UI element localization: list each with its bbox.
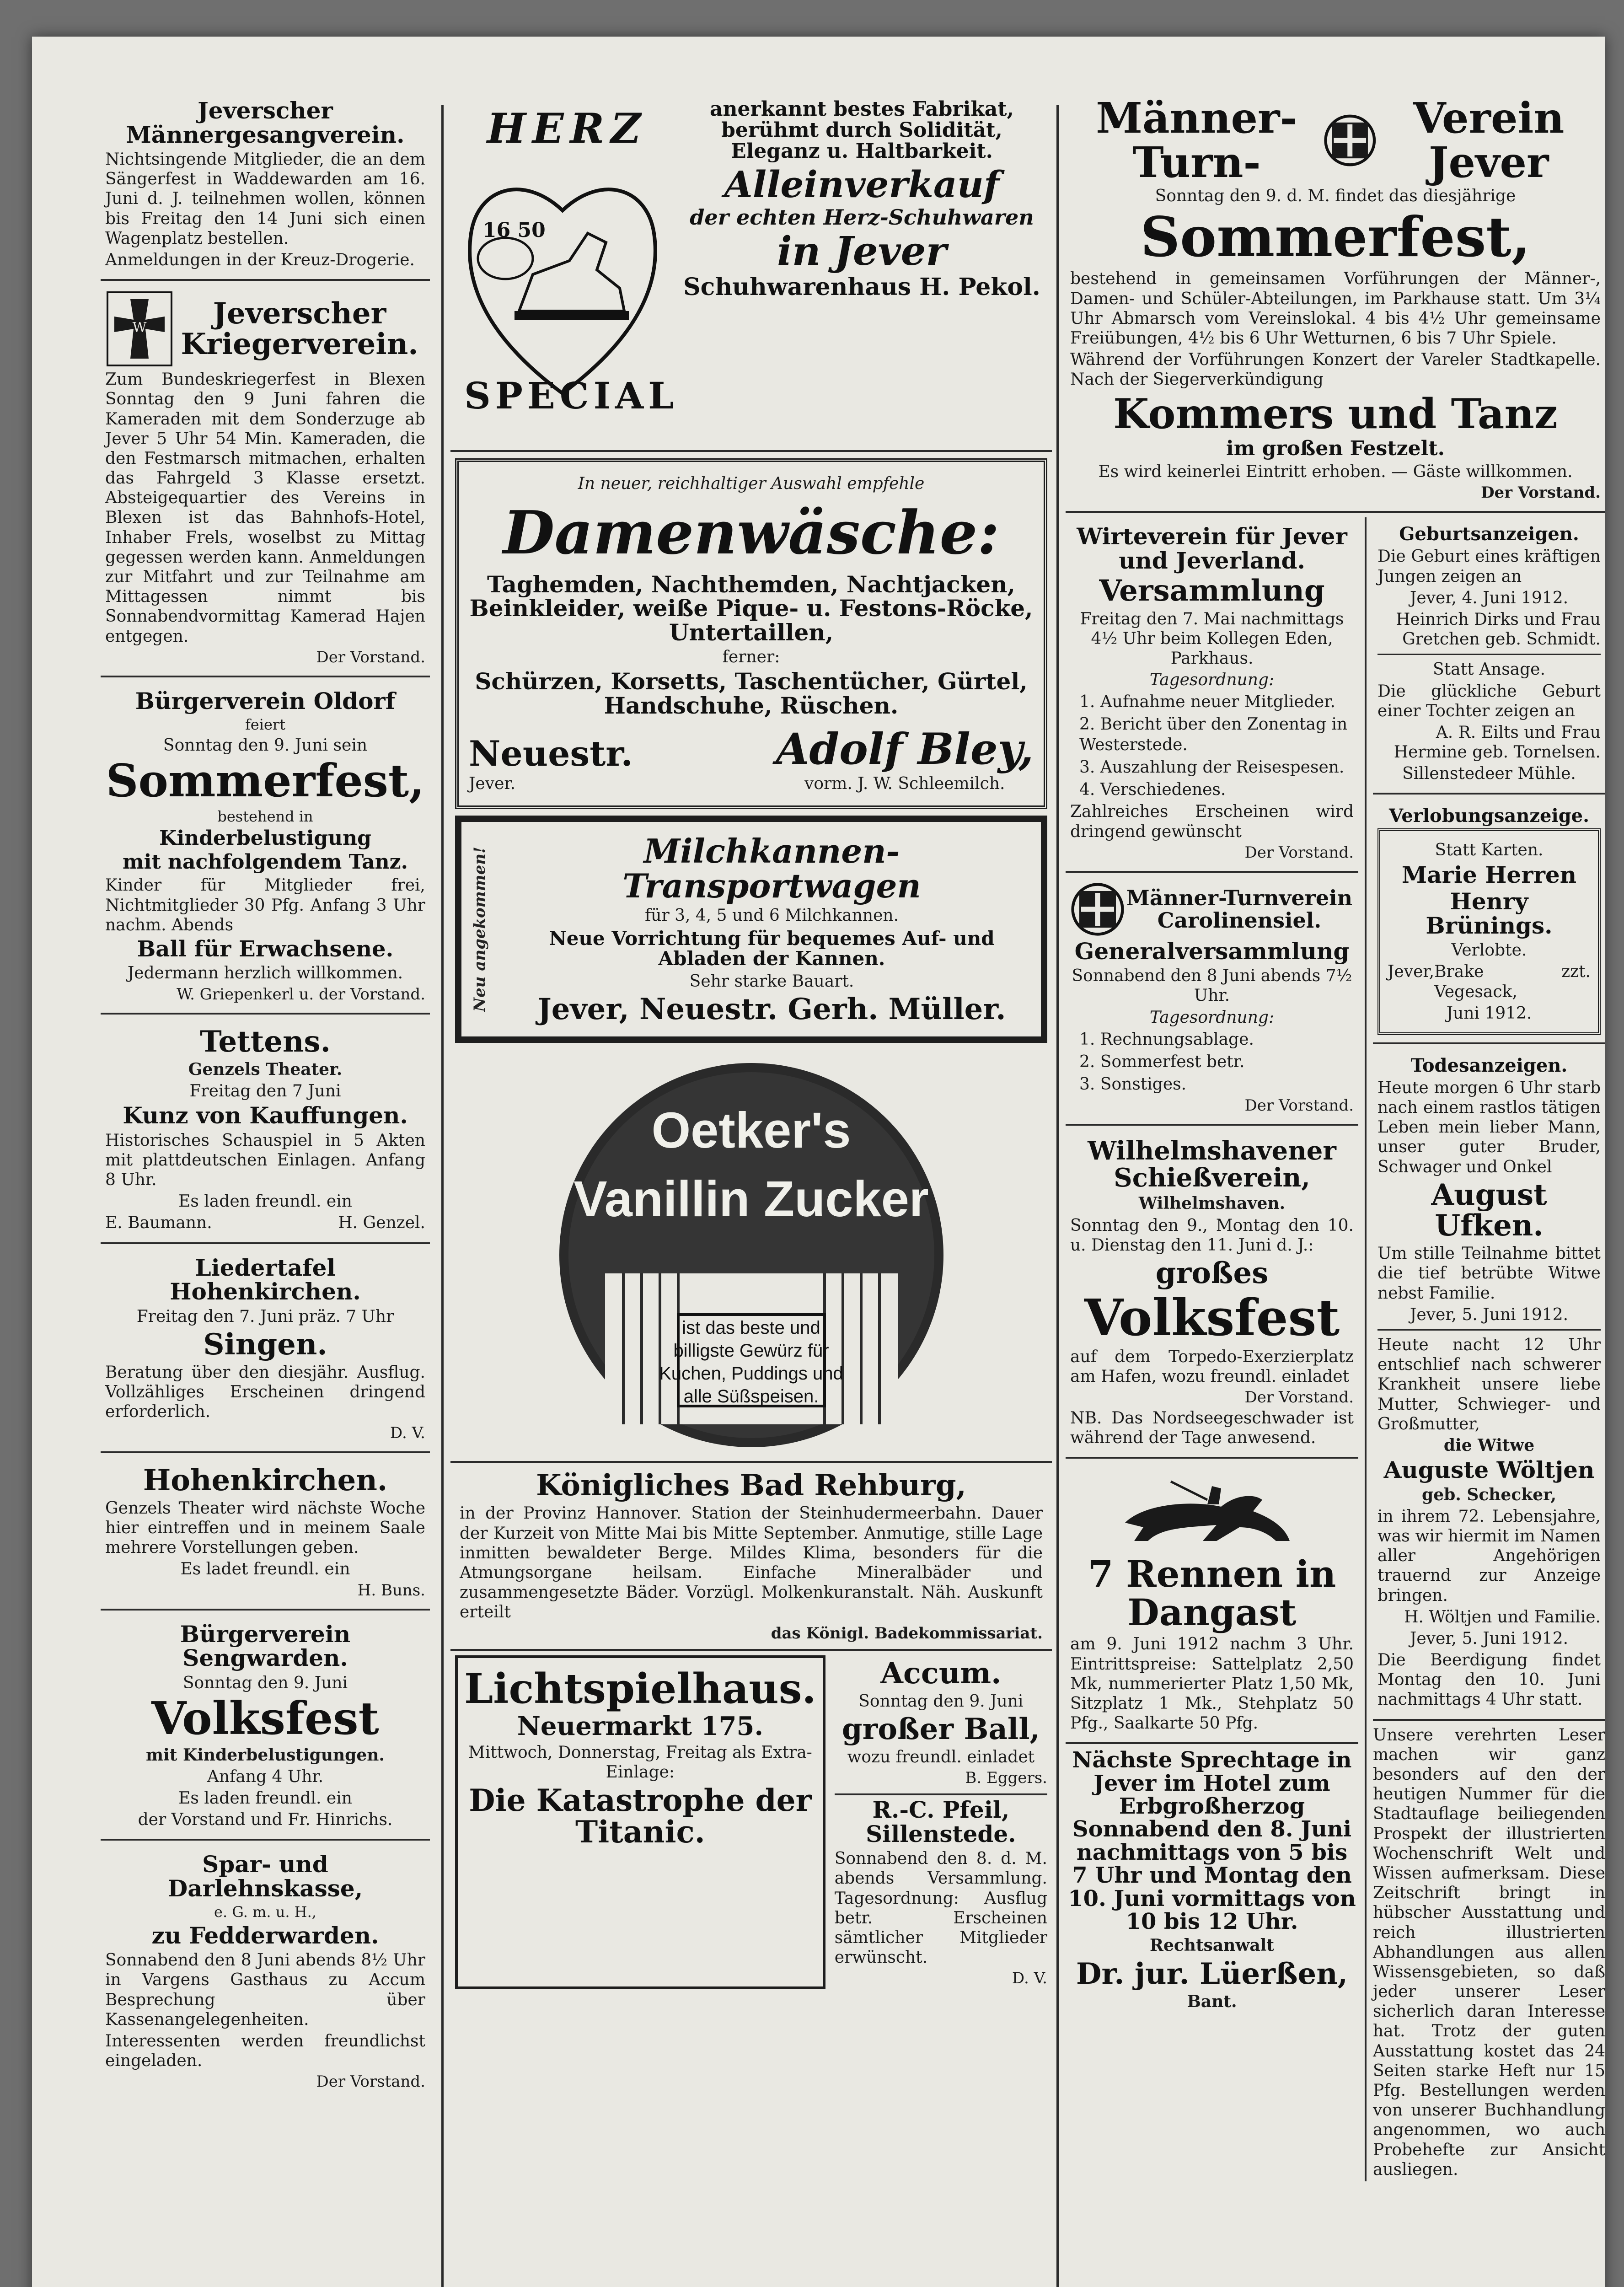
heading: Jeverscher Männergesangverein.	[126, 97, 405, 148]
turner-cross-emblem-icon	[1323, 106, 1377, 175]
notice-geburt: Geburtsanzeigen. Die Geburt eines kräftigen Jungen zeigen an Jever, 4. Juni 1912. Heinrich Dirks und Frau Gretchen geb. Schmidt. Statt Ansage. Die glückliche Geburt einer Tochter zeigen an A. R. Eilts und Frau Hermine geb. Tornelsen. Sillenstedeer Mühle.	[1373, 517, 1605, 795]
ad-maenner-turnverein-jever: Männer-Turn- Verein Jever Sonntag den 9. d. M. findet das diesjährige Sommerfest, bestehend in gemeinsamen Vorführungen der Männer-, Damen- und Schüler-Abteilungen, im Parkhause statt. Um 3¼ Uhr Abmarsch vom Vereinslokal. 4 bis 4½ Uhr gemeinsame Freiübungen, 4½ bis 6 Uhr Wetturnen, 6 bis 7 Uhr Spiele. Während der Vorführungen Konzert der Vareler Stadtkapelle. Nach der Siegerverkündigung Kommers und Tanz im großen Festzelt. Es wird keinerlei Eintritt erhoben. — Gäste willkommen. Der Vorstand.	[1066, 91, 1605, 513]
ad-lichtspielhaus: Lichtspielhaus. Neuermarkt 175. Mittwoch, Donnerstag, Freitag als Extra-Einlage: Die Katastrophe der Titanic.	[455, 1655, 825, 1990]
column-rule	[1056, 105, 1059, 2287]
iron-cross-icon	[105, 290, 174, 368]
ad-rechtsanwalt: Nächste Sprechtage in Jever im Hotel zum Erbgroßherzog Sonnabend den 8. Juni nachmittags von 5 bis 7 Uhr und Montag den 10. Juni vormittags von 10 bis 12 Uhr. Rechtsanwalt Dr. jur. Lüerßen, Bant.	[1068, 1747, 1356, 2011]
ad-liedertafel: Liedertafel Hohenkirchen. Freitag den 7. Juni präz. 7 Uhr Singen. Beratung über den diesjähr. Ausflug. Vollzähliges Erscheinen dringend erforderlich. D. V.	[101, 1249, 430, 1453]
ad-bad-rehburg: Königliches Bad Rehburg, in der Provinz Hannover. Station der Steinhudermeerbahn. Dauer der Kurzeit von Mitte Mai bis Mitte September. Anmutige, stille Lage inmitten bewaldeter Berge. Mildes Klima, besonders für die Atmungsorgane heilsam. Einfache Mineralbäder und zusammengesetzte Bäder. Vorzügl. Molkenkuranstalt. Näh. Auskunft erteilt das Königl. Badekommissariat.	[450, 1463, 1052, 1650]
ad-damenwaesche: In neuer, reichhaltiger Auswahl empfehle Damenwäsche: Taghemden, Nachthemden, Nachtjacken, Beinkleider, weiße Pique- u. Festons-Röcke, Untertaillen, ferner: Schürzen, Korsetts, Taschentücher, Gürtel, Handschuhe, Rüschen. Neuestr. Jever. Adolf Bley, vorm. J. W. Schleemilch.	[455, 458, 1047, 809]
ad-tettens: Tettens. Genzels Theater. Freitag den 7 Juni Kunz von Kauffungen. Historisches Schauspiel in 5 Akten mit plattdeutschen Einlagen. Anfang 8 Uhr. Es laden freundl. ein E. Baumann. H. Genzel.	[101, 1019, 430, 1244]
column-right	[1066, 91, 1605, 2287]
newspaper-page	[32, 37, 1605, 2287]
horse-race-icon	[1070, 1468, 1345, 1550]
ad-herz-schuhwaren: anerkannt bestes Fabrikat, berühmt durch Solidität, Eleganz u. Haltbarkeit. Alleinverkauf der echten Herz-Schuhwaren in Jever Schuhwarenhaus H. Pekol.	[450, 91, 1052, 452]
ad-wirteverein: Wirteverein für Jever und Jeverland. Versammlung Freitag den 7. Mai nachmittags 4½ Uhr beim Kollegen Eden, Parkhaus. Tagesordnung: 1. Aufnahme neuer Mitglieder. 2. Bericht über den Zonentag in Westerstede. 3. Auszahlung der Reisespesen. 4. Verschiedenes. Zahlreiches Erscheinen wird dringend gewünscht Der Vorstand.	[1066, 517, 1358, 872]
ad-rennen-dangast: 7 Rennen in Dangast am 9. Juni 1912 nachm 3 Uhr. Eintrittspreise: Sattelplatz 2,50 Mk, nummerierter Platz 1,50 Mk, Sitzplatz 1 Mk., Stehplatz 50 Pfg., Saalkarte 50 Pfg.	[1066, 1463, 1358, 1744]
notice-verlobung: Verlobungsanzeige. Statt Karten. Marie Herren Henry Brünings. Verlobte. Jever, Brake zzt. Vegesack, Juni 1912.	[1373, 799, 1605, 1044]
column-middle: anerkannt bestes Fabrikat, berühmt durch Solidität, Eleganz u. Haltbarkeit. Alleinverkauf der echten Herz-Schuhwaren in Jever Schuhwarenhaus H. Pekol. HERZ 16 50 SPECIAL In neuer, reichhaltiger Auswahl empfehle Damenwäsche: Taghemden, Nachthemden, Nachtjacken, Beinkleider, weiße Pique- u. Festons-Röcke, Untertaillen, ferner: Schürzen, Korsetts, Taschentücher, Gürtel, Handschuhe, Rüschen. Neuestr. Jever. Adolf Bley, vorm. J. W. Schleemilch. Neu angekommen! Milchkannen-Transportwagen für 3, 4, 5 und 6 Milchkannen. Neue Vorrichtung für bequemes Auf- und Abladen der Kannen. Sehr starke Bauart. Jever, Neuestr. Gerh. Müller. Oetker's Vanillin Zucker ist das beste und billigste Gewürz für Kuchen, Puddings und alle Süßspeisen. Königliches Bad Rehburg, in der Provinz Hannover. Station der Steinhudermeerbahn. Dauer der Kurzeit von Mitte Mai bis Mitte September. Anmutige, stille Lage inmitten bewaldeter Berge. Mildes Klima, besonders für die Atmungsorgane heilsam. Einfache Mineralbäder und zusammengesetzte Bäder. Vorzügl. Molkenkuranstalt. Näh. Auskunft erteilt das Königl. Badekommissariat. Lichtspielhaus. Neuermarkt 175. Mittwoch, Donnerstag, Freitag als Extra-Einlage: Die Katastrophe der Titanic. Accum. Sonntag den 9. Juni großer Ball, wozu freundl. einladet B. Eggers. R.-C. Pfeil, Sillenstede. Sonnabend den 8. d. M. abends Versammlung. Tagesordnung: Ausflug betr. Erscheinen sämtlicher Mitglieder erwünscht. D. V.	[450, 91, 1052, 2287]
notice-tod: Todesanzeigen. Heute morgen 6 Uhr starb nach einem rastlos tätigen Leben mein lieber Mann, unser guter Bruder, Schwager und Onkel August Ufken. Um stille Teilnahme bittet die tief betrübte Witwe nebst Familie. Jever, 5. Juni 1912. Heute nacht 12 Uhr entschlief nach schwerer Krankheit unsere liebe Mutter, Schwieger- und Großmutter, die Witwe Auguste Wöltjen geb. Schecker, in ihrem 72. Lebensjahre, was wir hiermit im Namen aller Angehörigen trauernd zur Anzeige bringen. H. Wöltjen und Familie. Jever, 5. Juni 1912. Die Beerdigung findet Montag den 10. Juni nachmittags 4 Uhr statt.	[1373, 1049, 1605, 1721]
ad-buergerverein-oldorf: Bürgerverein Oldorf feiert Sonntag den 9. Juni sein Sommerfest, bestehend in Kinderbelustigung mit nachfolgendem Tanz. Kinder für Mitglieder frei, Nichtmitglieder 30 Pfg. Anfang 3 Uhr nachm. Abends Ball für Erwachsene. Jedermann herzlich willkommen. W. Griepenkerl u. der Vorstand.	[101, 682, 430, 1015]
ad-maennergesangverein: Jeverscher Männergesangverein. Nichtsingende Mitglieder, die an dem Sängerfest in Waddewarden am 16. Juni d. J. teilnehmen wollen, können bis Freitag den 14 Juni sich einen Wagenplatz bestellen. Anmeldungen in der Kreuz-Drogerie.	[101, 91, 430, 281]
ad-schiessverein: Wilhelmshavener Schießverein, Wilhelmshaven. Sonntag den 9., Montag den 10. u. Dienstag den 11. Juni d. J.: großes Volksfest auf dem Torpedo-Exerzierplatz am Hafen, wozu freundl. einladet Der Vorstand. NB. Das Nordseegeschwader ist während der Tage anwesend.	[1066, 1130, 1358, 1459]
ad-kriegerverein: W Jeverscher Kriegerverein. Zum Bundeskriegerfest in Blexen Sonntag den 9 Juni fahren die Kameraden mit dem Sonderzuge ab Jever 5 Uhr 54 Min. Kameraden, die den Festmarsch mitmachen, erhalten das Fahrgeld 3 Klasse ersetzt. Absteigequartier des Vereins in Blexen ist das Bahnhofs-Hotel, Inhaber Frels, woselbst zu Mittag gegessen werden kann. Anmeldungen zur Mitfahrt und zur Teilnahme am Mittagessen nimmt bis Sonnabendvormittag Kamerad Hajen entgegen. Der Vorstand.	[101, 285, 430, 677]
ad-rc-pfeil: R.-C. Pfeil, Sillenstede. Sonnabend den 8. d. M. abends Versammlung. Tagesordnung: Ausflug betr. Erscheinen sämtlicher Mitglieder erwünscht. D. V.	[834, 1796, 1047, 1988]
notice-leser: Unsere verehrten Leser machen wir ganz besonders auf den der heutigen Nummer für die Stadtauflage beiliegenden Prospekt der illustrierten Wochenschrift Welt und Wissen aufmerksam. Diese Zeitschrift bringt in hübscher Ausstattung und reich illustrierten Abhandlungen aus allen Wissensgebieten, so daß jeder unserer Leser sicherlich daran Interesse hat. Trotz der guten Ausstattung kostet das 24 Seiten starke Heft nur 15 Pfg. Bestellungen werden von unserer Buchhandlung angenommen, wo auch Probehefte zur Ansicht ausliegen.	[1373, 1725, 1605, 2179]
svg-text:W: W	[132, 320, 147, 336]
ad-accum: Accum. Sonntag den 9. Juni großer Ball, wozu freundl. einladet B. Eggers.	[835, 1658, 1047, 1796]
heading: Jeverscher Kriegerverein.	[181, 296, 418, 362]
ad-milchkannen: Neu angekommen! Milchkannen-Transportwagen für 3, 4, 5 und 6 Milchkannen. Neue Vorrichtung für bequemes Auf- und Abladen der Kannen. Sehr starke Bauart. Jever, Neuestr. Gerh. Müller.	[455, 816, 1047, 1043]
ad-sengwarden: Bürgerverein Sengwarden. Sonntag den 9. Juni Volksfest mit Kinderbelustigungen. Anfang 4 Uhr. Es laden freundl. ein der Vorstand und Fr. Hinrichs.	[101, 1615, 430, 1841]
turner-cross-emblem-icon	[1070, 882, 1125, 937]
ad-sparkasse: Spar- und Darlehnskasse, e. G. m. u. H., zu Fedderwarden. Sonnabend den 8 Juni abends 8½ Uhr in Vargens Gasthaus zu Accum Besprechung über Kassenangelegenheiten. Interessenten werden freundlichst eingeladen. Der Vorstand.	[105, 1851, 425, 2091]
ad-turnverein-carolinensiel: Männer-Turnverein Carolinensiel. Generalversammlung Sonnabend den 8 Juni abends 7½ Uhr. Tagesordnung: 1. Rechnungsablage. 2. Sommerfest betr. 3. Sonstiges. Der Vorstand.	[1066, 877, 1358, 1126]
ad-hohenkirchen: Hohenkirchen. Genzels Theater wird nächste Woche hier eintreffen und in meinem Saale mehrere Vorstellungen geben. Es ladet freundl. ein H. Buns.	[101, 1458, 430, 1611]
column-left	[101, 91, 430, 2287]
column-rule	[441, 105, 444, 2287]
